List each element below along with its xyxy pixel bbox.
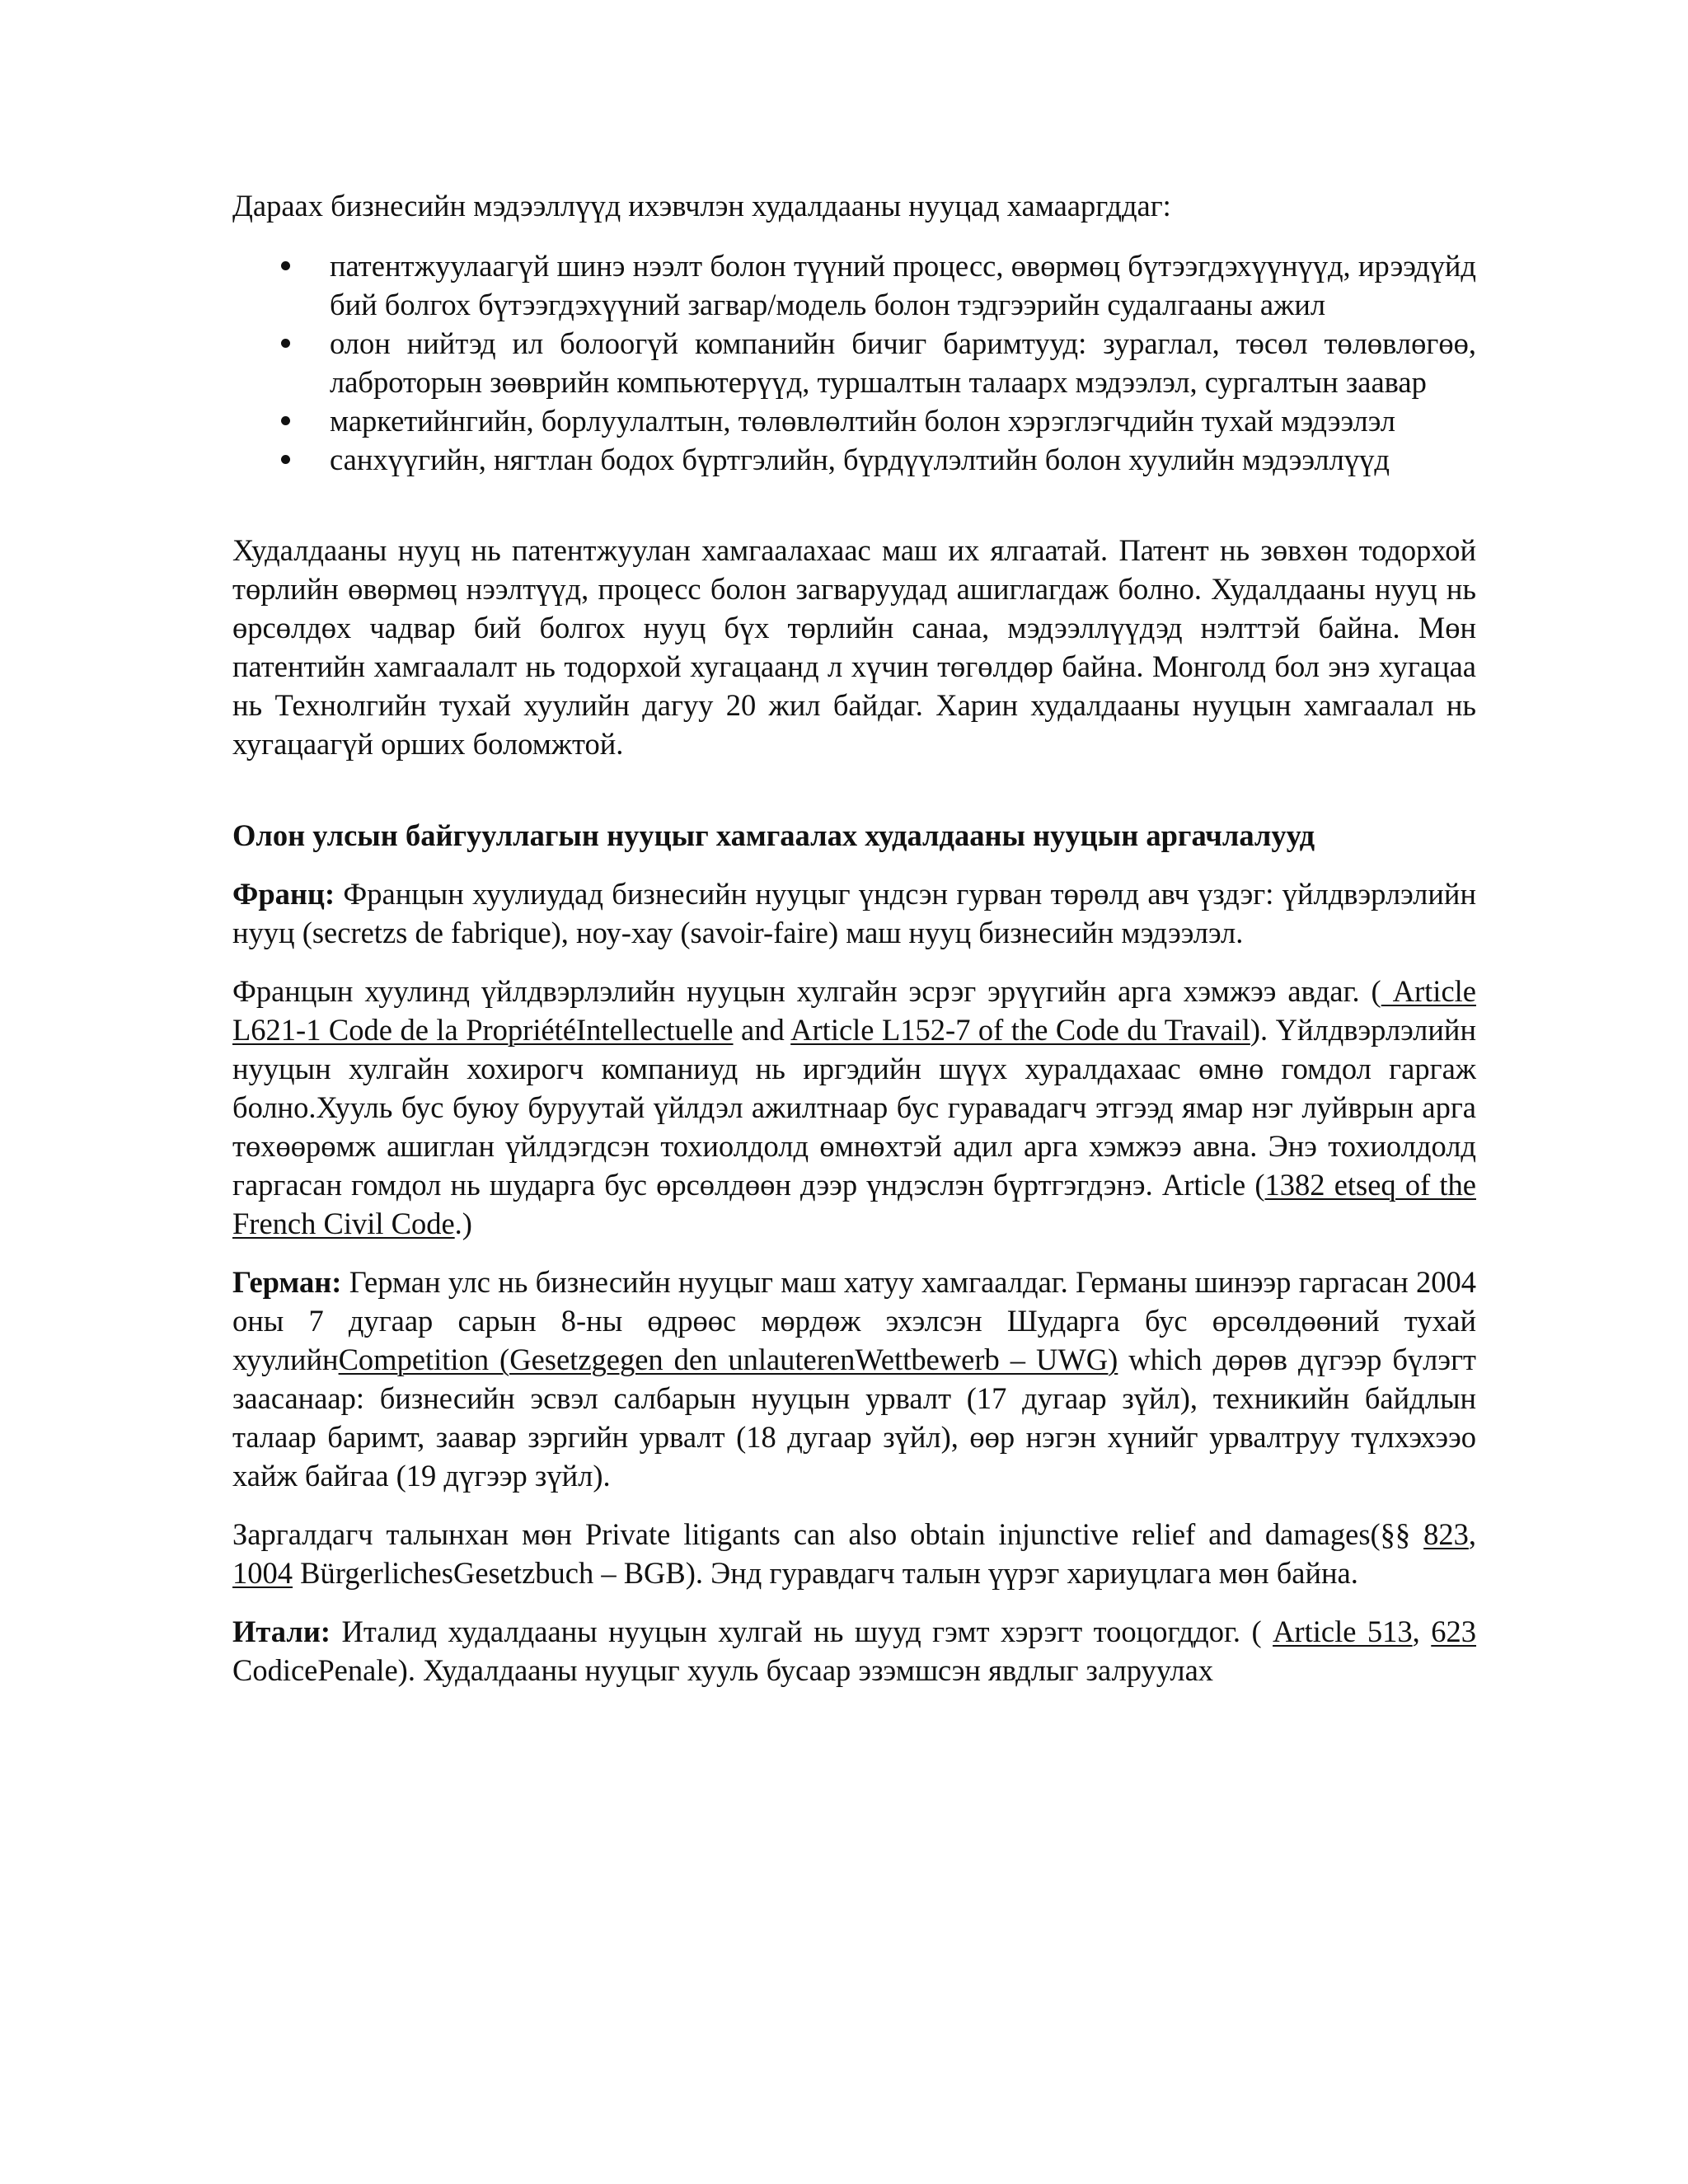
bullet-icon bbox=[281, 455, 290, 464]
france-law-paragraph bbox=[232, 972, 1476, 1243]
link-article-513[interactable]: Article 513 bbox=[1273, 1615, 1413, 1648]
section-heading: Олон улсын байгууллагын нууцыг хамгаалах худалдааны нууцын аргачлалууд bbox=[232, 818, 1315, 852]
separator-text: , bbox=[1412, 1615, 1432, 1648]
france-paragraph bbox=[232, 874, 1476, 952]
france-label: Франц: bbox=[232, 877, 335, 911]
business-info-list bbox=[232, 246, 1476, 479]
link-article-l152-7[interactable]: Article L152-7 of the Code du Travail bbox=[790, 1013, 1250, 1047]
france-law-text: ). Үйлдвэрлэлийн нууцын хулгайн хохирогч компаниуд нь иргэдийн шүүх хуралдахаас өмнө гомдол гаргаж болно.Хууль бус буюу буруутай үйлдэл ажилтнаар бус гуравадагч этгээд ямар нэг луйврын арга төхөөрөмж ашиглан үйлдэгдсэн тохиолдолд өмнөхтэй адил арга хэмжээ авна. Энэ тохиолдолд гаргасан гомдол нь шударга бус өрсөлдөөн дээр үндэслэн бүртгэгдэнэ. Article ( bbox=[232, 1013, 1476, 1202]
italy-text: CodicePenale). Худалдааны нууцыг хууль бусаар эзэмшсэн явдлыг залруулах bbox=[232, 1653, 1214, 1687]
germany-litigants-text: BürgerlichesGesetzbuch – BGB). Энд гуравдагч талын үүрэг хариуцлага мөн байна. bbox=[293, 1556, 1358, 1590]
bullet-icon bbox=[281, 261, 290, 270]
germany-label: Герман: bbox=[232, 1265, 342, 1299]
separator-text: , bbox=[1468, 1517, 1476, 1551]
link-bgb-823[interactable]: 823 bbox=[1423, 1517, 1469, 1551]
france-law-text: and bbox=[733, 1013, 791, 1047]
italy-text: Италид худалдааны нууцын хулгай нь шууд гэмт хэрэгт тооцогддог. ( bbox=[331, 1615, 1273, 1648]
list-item-text: олон нийтэд ил болоогүй компанийн бичиг баримтууд: зураглал, төсөл төлөвлөгөө, лаброторын зөөврийн компьютерүүд, туршалтын талаарх мэдээлэл, сургалтын заавар bbox=[330, 326, 1476, 399]
link-article-623[interactable]: 623 bbox=[1431, 1615, 1477, 1648]
list-item bbox=[330, 324, 1476, 401]
france-law-text: .) bbox=[454, 1207, 472, 1240]
list-item bbox=[330, 401, 1476, 440]
germany-litigants-text: Заргалдагч талынхан мөн Private litigants can also obtain injunctive relief and damages(§§ bbox=[232, 1517, 1424, 1551]
list-item bbox=[330, 440, 1476, 479]
bullet-icon bbox=[281, 416, 290, 425]
germany-litigants-paragraph bbox=[232, 1515, 1476, 1592]
list-item-text: патентжуулаагүй шинэ нээлт болон түүний процесс, өвөрмөц бүтээгдэхүүнүүд, ирээдүйд бий болгох бүтээгдэхүүний загвар/модель болон тэдгээрийн судалгааны ажил bbox=[330, 249, 1476, 321]
france-text: Францын хуулиудад бизнесийн нууцыг үндсэн гурван төрөлд авч үздэг: үйлдвэрлэлийн нууц (secretzs de fabrique), ноу-хау (savoir-faire) маш нууц бизнесийн мэдээлэл. bbox=[232, 877, 1476, 949]
list-item bbox=[330, 246, 1476, 324]
italy-paragraph bbox=[232, 1612, 1476, 1690]
france-law-text: Францын хуулинд үйлдвэрлэлийн нууцын хулгайн эсрэг эрүүгийн арга хэмжээ авдаг. ( bbox=[232, 974, 1381, 1008]
link-civil-code-1382[interactable]: 1382 etseq of the French Civil Code bbox=[232, 1168, 1476, 1240]
intro-paragraph: Дараах бизнесийн мэдээллүүд ихэвчлэн худалдааны нууцад хамааргддаг: bbox=[232, 189, 1171, 223]
germany-text: Герман улс нь бизнесийн нууцыг маш хатуу хамгаалдаг. Германы шинээр гаргасан 2004 оны 7 дугаар сарын 8-ны өдрөөс мөрдөж эхэлсэн Шударга бус өрсөлдөөний тухай хуулийн bbox=[232, 1265, 1476, 1376]
germany-text: which дөрөв дүгээр бүлэгт заасанаар: бизнесийн эсвэл салбарын нууцын урвалт (17 дугаар зүйл), техникийн байдлын талаар баримт, заавар зэргийн урвалт (18 дугаар зүйл), өөр нэгэн хүнийг урвалтруу түлхэхээо хайж байгаа (19 дүгээр зүйл). bbox=[232, 1343, 1476, 1493]
link-uwg[interactable]: Competition (Gesetzgegen den unlauterenWettbewerb – UWG) bbox=[338, 1343, 1118, 1376]
list-item-text: маркетийнгийн, борлуулалтын, төлөвлөлтийн болон хэрэглэгчдийн тухай мэдээлэл bbox=[330, 404, 1395, 438]
bullet-icon bbox=[281, 339, 290, 348]
link-article-l621-1[interactable]: Article L621-1 Code de la PropriétéIntellectuelle bbox=[232, 974, 1476, 1047]
trade-secret-paragraph: Худалдааны нууц нь патентжуулан хамгаалахаас маш их ялгаатай. Патент нь зөвхөн тодорхой төрлийн өвөрмөц нээлтүүд, процесс болон загваруудад ашиглагдаж болно. Худалдааны нууц нь өрсөлдөх чадвар бий болгох нууц бүх төрлийн санаа, мэдээллүүдэд нэлттэй байна. Мөн патентийн хамгаалалт нь тодорхой хугацаанд л хүчин төгөлдөр байна. Монголд бол энэ хугацаа нь Технолгийн тухай хуулийн дагуу 20 жил байдаг. Харин худалдааны нууцын хамгаалал нь хугацаагүй орших боломжтой. bbox=[232, 533, 1476, 761]
germany-paragraph bbox=[232, 1263, 1476, 1495]
list-item-text: санхүүгийн, нягтлан бодох бүртгэлийн, бүрдүүлэлтийн болон хуулийн мэдээллүүд bbox=[330, 443, 1390, 476]
italy-label: Итали: bbox=[232, 1615, 331, 1648]
link-bgb-1004[interactable]: 1004 bbox=[232, 1556, 293, 1590]
